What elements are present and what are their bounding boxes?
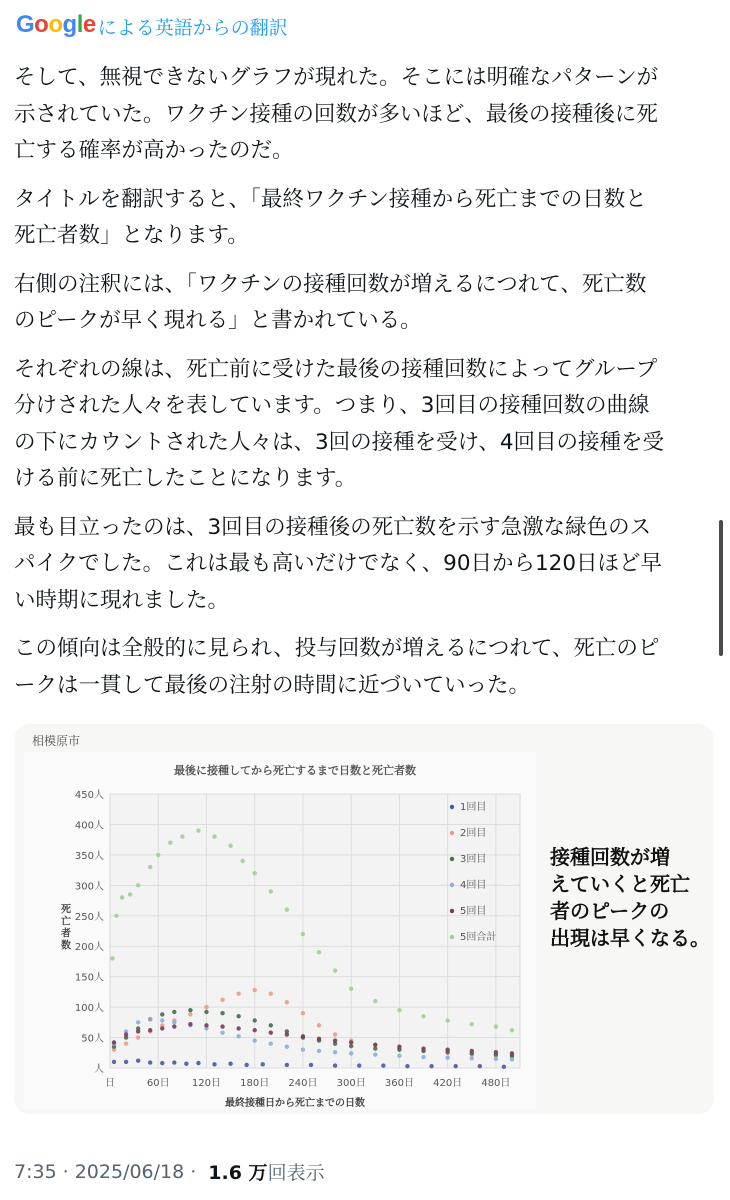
plot-area — [110, 794, 520, 1068]
data-point — [114, 914, 118, 918]
post-image[interactable] — [14, 724, 714, 1114]
legend-entry: 5回合計 — [460, 932, 497, 943]
data-point — [148, 1017, 152, 1021]
deaths-chart — [24, 752, 536, 1110]
y-axis-label — [61, 903, 71, 952]
post-paragraph-6 — [14, 631, 704, 704]
data-point — [333, 1038, 337, 1042]
line: い時期に現れました。 — [14, 587, 230, 613]
data-point — [236, 1014, 240, 1018]
line: 右側の注釈には、「ワクチンの接種回数が増えるにつれて、死亡数 — [14, 271, 647, 297]
data-point — [253, 988, 257, 992]
line: 最も目立ったのは、3回目の接種後の死亡数を示す急激な緑色のス — [14, 514, 652, 540]
y-tick-label: 450人 — [74, 790, 104, 801]
data-point — [180, 834, 184, 838]
y-axis-label-char: 者 — [61, 928, 71, 940]
data-point — [212, 1062, 216, 1066]
post-paragraph-1 — [14, 60, 704, 170]
y-tick-label: 50人 — [81, 1033, 104, 1045]
scrollbar[interactable] — [719, 520, 723, 656]
x-tick-label: 420日 — [433, 1078, 463, 1089]
data-point — [204, 1010, 208, 1014]
data-point — [236, 1026, 240, 1030]
data-point — [445, 1018, 449, 1022]
x-tick-label: 日 — [105, 1078, 115, 1089]
line: ークは一貫して最後の注射の時間に近づいていった。 — [14, 672, 531, 698]
data-point — [502, 1065, 506, 1069]
data-point — [253, 871, 257, 875]
view-label: 回表示 — [267, 1162, 325, 1184]
legend-entry: 4回目 — [460, 880, 487, 891]
data-point — [136, 1020, 140, 1024]
chart-annotation — [550, 844, 714, 952]
data-point — [494, 1050, 498, 1054]
view-count: 1.6 万 — [208, 1162, 268, 1184]
data-point — [373, 1052, 377, 1056]
legend-marker — [450, 909, 454, 913]
data-point — [124, 1060, 128, 1064]
data-point — [285, 1044, 289, 1048]
data-point — [204, 1005, 208, 1009]
data-point — [317, 1023, 321, 1027]
data-point — [397, 1044, 401, 1048]
line: この傾向は全般的に見られ、投与回数が増えるにつれて、死亡のピ — [14, 636, 660, 661]
data-point — [285, 907, 289, 911]
data-point — [397, 1054, 401, 1058]
x-tick-label: 480日 — [481, 1078, 511, 1089]
line: の下にカウントされた人々は、3回の接種を受け、4回目の接種を受 — [14, 429, 665, 455]
data-point — [236, 1034, 240, 1038]
data-point — [136, 883, 140, 887]
data-point — [349, 1051, 353, 1055]
city-label: 相模原市 — [32, 734, 81, 748]
data-point — [494, 1057, 498, 1061]
annotation-line: 出現は早くなる。 — [550, 926, 710, 950]
data-point — [112, 1040, 116, 1044]
line: 示されていた。ワクチン接種の回数が多いほど、最後の接種後に死 — [14, 101, 658, 127]
legend-marker — [450, 805, 454, 809]
data-point — [160, 1026, 164, 1030]
data-point — [110, 956, 114, 960]
data-point — [510, 1028, 514, 1032]
data-point — [253, 1018, 257, 1022]
line: それぞれの線は、死亡前に受けた最後の接種回数によってグループ — [14, 356, 658, 382]
data-point — [333, 1063, 337, 1067]
data-point — [136, 1035, 140, 1039]
y-axis-label-char: 亡 — [61, 916, 71, 928]
post-time[interactable]: 7:35 — [14, 1160, 57, 1183]
data-point — [236, 992, 240, 996]
post-date[interactable]: 2025/06/18 — [74, 1160, 185, 1183]
data-point — [309, 1063, 313, 1067]
data-point — [112, 1060, 116, 1064]
data-point — [373, 999, 377, 1003]
data-point — [269, 1030, 273, 1034]
data-point — [160, 1012, 164, 1016]
legend-entry: 1回目 — [460, 802, 487, 813]
separator: · — [62, 1160, 69, 1183]
legend-marker — [450, 857, 454, 861]
annotation-line: えていくと死亡 — [550, 872, 690, 896]
legend-marker — [450, 935, 454, 939]
y-axis-label-char: 数 — [61, 940, 71, 952]
data-point — [301, 1048, 305, 1052]
data-point — [128, 892, 132, 896]
chart-panel — [24, 752, 536, 1110]
chart-title: 最後に接種してから死亡するまで日数と死亡者数 — [174, 764, 416, 777]
data-point — [421, 1014, 425, 1018]
data-point — [285, 1000, 289, 1004]
data-point — [453, 1064, 457, 1068]
data-point — [357, 1063, 361, 1067]
legend-entry: 3回目 — [460, 854, 487, 865]
data-point — [405, 1064, 409, 1068]
y-tick-label: 人 — [94, 1064, 104, 1075]
data-point — [429, 1064, 433, 1068]
data-point — [510, 1057, 514, 1061]
data-point — [160, 1018, 164, 1022]
annotation-line: 接種回数が増 — [550, 845, 670, 869]
data-point — [470, 1022, 474, 1026]
data-point — [148, 865, 152, 869]
x-tick-label: 180日 — [240, 1078, 270, 1089]
data-point — [188, 1022, 192, 1026]
line: 亡する確率が高かったのだ。 — [14, 138, 294, 163]
data-point — [204, 1023, 208, 1027]
post-paragraph-3 — [14, 267, 704, 340]
google-logo: Google — [16, 11, 96, 38]
data-point — [228, 844, 232, 848]
data-point — [120, 895, 124, 899]
data-point — [172, 1020, 176, 1024]
x-tick-label: 120日 — [191, 1078, 222, 1089]
data-point — [124, 1032, 128, 1036]
data-point — [333, 1050, 337, 1054]
legend-marker — [450, 831, 454, 835]
x-axis-label: 最終接種日から死亡までの日数 — [225, 1098, 365, 1109]
data-point — [253, 1028, 257, 1032]
data-point — [317, 1049, 321, 1053]
y-tick-label: 350人 — [74, 850, 104, 862]
data-point — [445, 1048, 449, 1052]
data-point — [269, 992, 273, 996]
data-point — [421, 1055, 425, 1059]
line: タイトルを翻訳すると、「最終ワクチン接種から死亡までの日数と — [14, 186, 647, 212]
y-tick-label: 200人 — [74, 942, 104, 954]
line: パイクでした。これは最も高いだけでなく、90日から120日ほど早 — [14, 551, 663, 576]
line: ける前に死亡したことになります。 — [14, 466, 357, 491]
data-point — [445, 1055, 449, 1059]
data-point — [172, 1060, 176, 1064]
data-point — [494, 1024, 498, 1028]
x-tick-label: 60日 — [146, 1078, 170, 1089]
post-paragraph-4 — [14, 352, 704, 498]
data-point — [285, 1032, 289, 1036]
data-point — [172, 1024, 176, 1028]
data-point — [261, 1062, 265, 1066]
data-point — [228, 1062, 232, 1066]
data-point — [269, 889, 273, 893]
line: 死亡者数」となります。 — [14, 223, 249, 248]
data-point — [220, 998, 224, 1002]
data-point — [253, 1038, 257, 1042]
data-point — [136, 1029, 140, 1033]
data-point — [478, 1064, 482, 1068]
x-tick-label: 240日 — [288, 1078, 318, 1089]
post-meta — [14, 1158, 325, 1185]
data-point — [317, 950, 321, 954]
line: そして、無視できないグラフが現れた。そこには明確なパターンが — [14, 65, 659, 90]
data-point — [168, 841, 172, 845]
data-point — [317, 1037, 321, 1041]
annotation-line: 者のピークの — [550, 899, 670, 923]
line: 分けされた人々を表しています。つまり、3回目の接種回数の曲線 — [14, 393, 650, 418]
data-point — [160, 1061, 164, 1065]
legend-entry: 2回目 — [460, 828, 487, 839]
data-point — [156, 853, 160, 857]
data-point — [470, 1049, 474, 1053]
x-tick-label: 300日 — [336, 1078, 366, 1089]
post-paragraph-5 — [14, 510, 704, 620]
data-point — [212, 834, 216, 838]
data-point — [220, 1024, 224, 1028]
x-tick-label: 360日 — [384, 1078, 414, 1089]
data-point — [196, 1061, 200, 1065]
data-point — [188, 1012, 192, 1016]
data-point — [421, 1046, 425, 1050]
data-point — [349, 987, 353, 991]
data-point — [301, 1011, 305, 1015]
data-point — [188, 1008, 192, 1012]
y-tick-label: 300人 — [74, 881, 104, 893]
data-point — [470, 1056, 474, 1060]
y-tick-label: 150人 — [74, 972, 104, 984]
data-point — [373, 1043, 377, 1047]
data-point — [240, 859, 244, 863]
separator: · — [190, 1160, 197, 1183]
data-point — [148, 1060, 152, 1064]
data-point — [172, 1010, 176, 1014]
data-point — [184, 1062, 188, 1066]
data-point — [381, 1063, 385, 1067]
legend-marker — [450, 883, 454, 887]
data-point — [269, 1041, 273, 1045]
y-tick-label: 400人 — [74, 820, 104, 832]
data-point — [220, 1011, 224, 1015]
data-point — [220, 1030, 224, 1034]
data-point — [148, 1028, 152, 1032]
data-point — [244, 1063, 248, 1067]
data-point — [397, 1008, 401, 1012]
data-point — [333, 1032, 337, 1036]
translation-source-link[interactable]: による英語からの翻訳 — [97, 17, 288, 39]
y-axis-label-char: 死 — [61, 904, 71, 916]
data-point — [124, 1041, 128, 1045]
post-body — [14, 60, 704, 716]
y-tick-label: 250人 — [74, 911, 104, 923]
post-paragraph-2 — [14, 182, 704, 255]
data-point — [349, 1040, 353, 1044]
data-point — [333, 968, 337, 972]
legend-entry: 5回目 — [460, 906, 487, 917]
data-point — [136, 1058, 140, 1062]
translation-header[interactable] — [16, 10, 288, 40]
data-point — [269, 1023, 273, 1027]
data-point — [196, 828, 200, 832]
data-point — [510, 1051, 514, 1055]
y-tick-label: 100人 — [74, 1003, 104, 1015]
data-point — [285, 1063, 289, 1067]
data-point — [301, 1034, 305, 1038]
line: のピークが早く現れる」と書かれている。 — [14, 308, 422, 333]
data-point — [301, 932, 305, 936]
